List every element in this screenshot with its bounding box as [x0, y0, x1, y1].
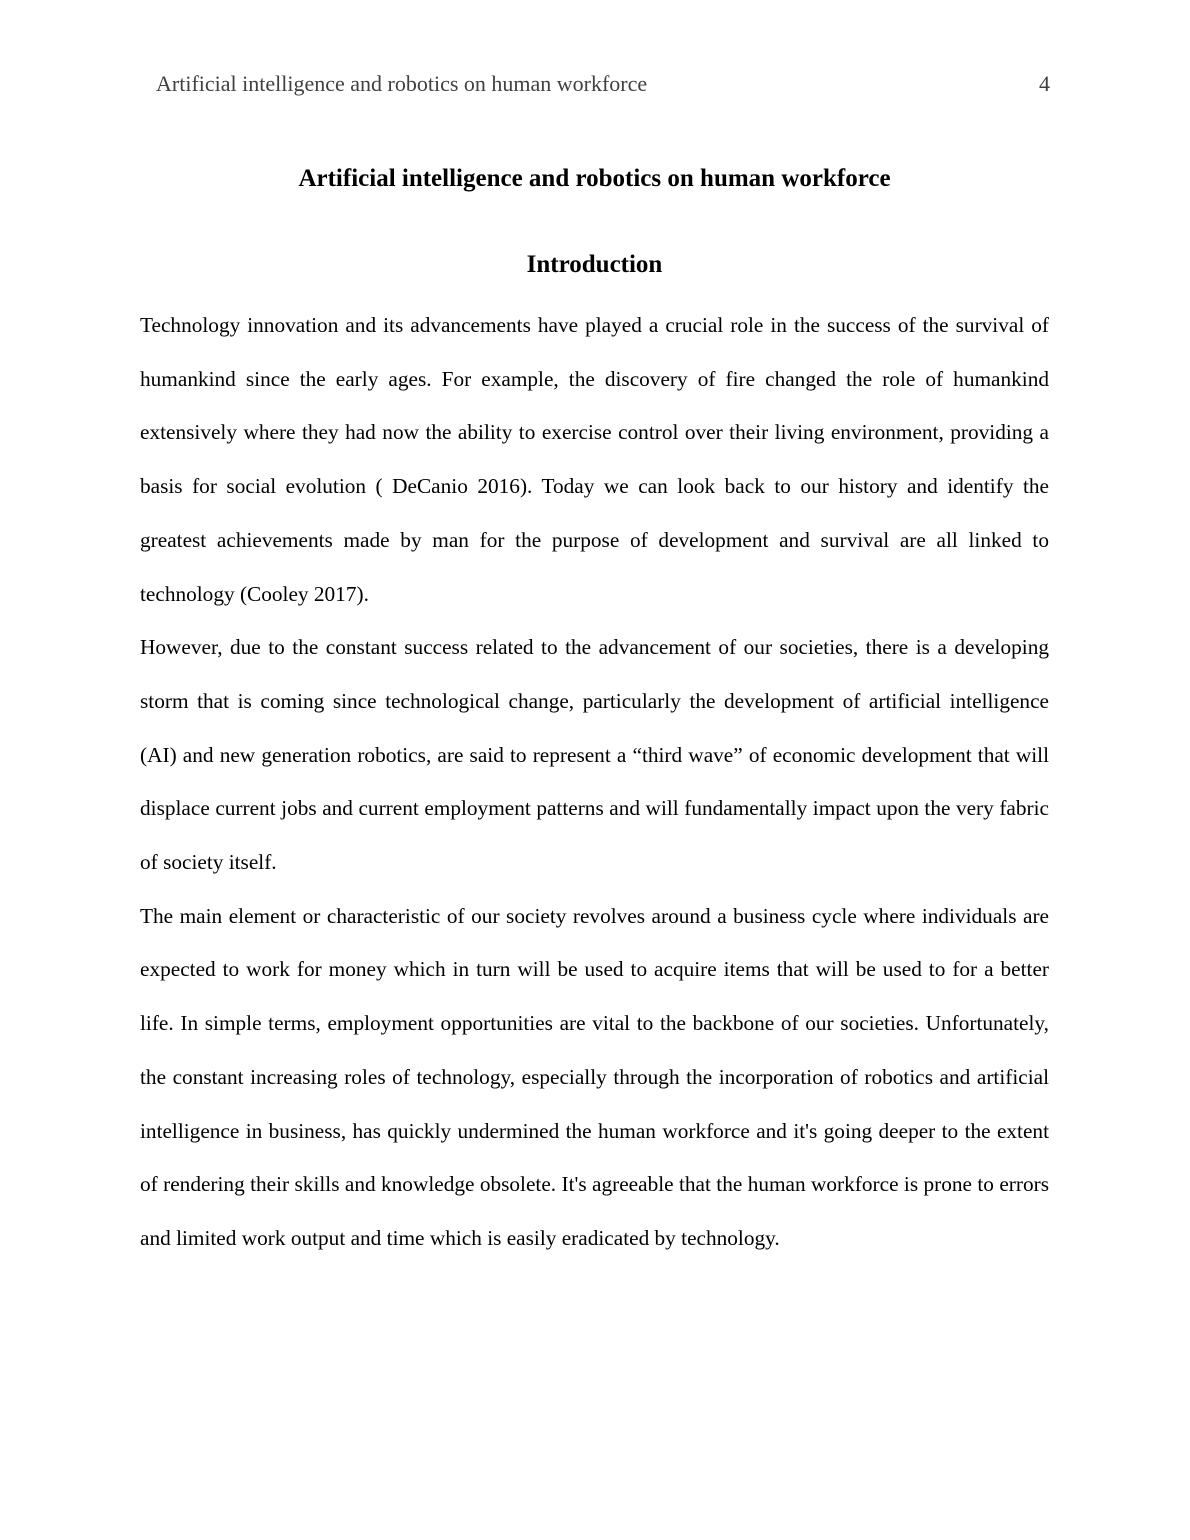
- paragraph-3: The main element or characteristic of our society revolves around a business cycle where individuals are expected to work for money which in turn will be used to acquire items that will be used to for a better life. In simple terms, employment opportunities are vital to the backbone of our societies. Unfortunately, the constant increasing roles of technology, especially through the incorporation of robotics and artificial intelligence in business, has quickly undermined the human workforce and it's going deeper to the extent of rendering their skills and knowledge obsolete. It's agreeable that the human workforce is prone to errors and limited work output and time which is easily eradicated by technology.: [140, 903, 1049, 1250]
- paragraph-1: Technology innovation and its advancements have played a crucial role in the success of the survival of humankind since the early ages. For example, the discovery of fire changed the role of humankind extensively where they had now the ability to exercise control over their living environment, providing a basis for social evolution ( DeCanio 2016). Today we can look back to our history and identify the greatest achievements made by man for the purpose of development and survival are all linked to technology (Cooley 2017).: [140, 313, 1049, 606]
- body-text: [140, 299, 1049, 1266]
- page-number: 4: [1039, 71, 1050, 96]
- running-head: Artificial intelligence and robotics on human workforce: [156, 71, 648, 96]
- paragraph-2: However, due to the constant success related to the advancement of our societies, there is a developing storm that is coming since technological change, particularly the development of artificial intelligence (AI) and new generation robotics, are said to represent a “third wave” of economic development that will displace current jobs and current employment patterns and will fundamentally impact upon the very fabric of society itself.: [140, 635, 1049, 875]
- document-title: Artificial intelligence and robotics on human workforce: [298, 165, 891, 192]
- section-heading-introduction: Introduction: [526, 251, 663, 278]
